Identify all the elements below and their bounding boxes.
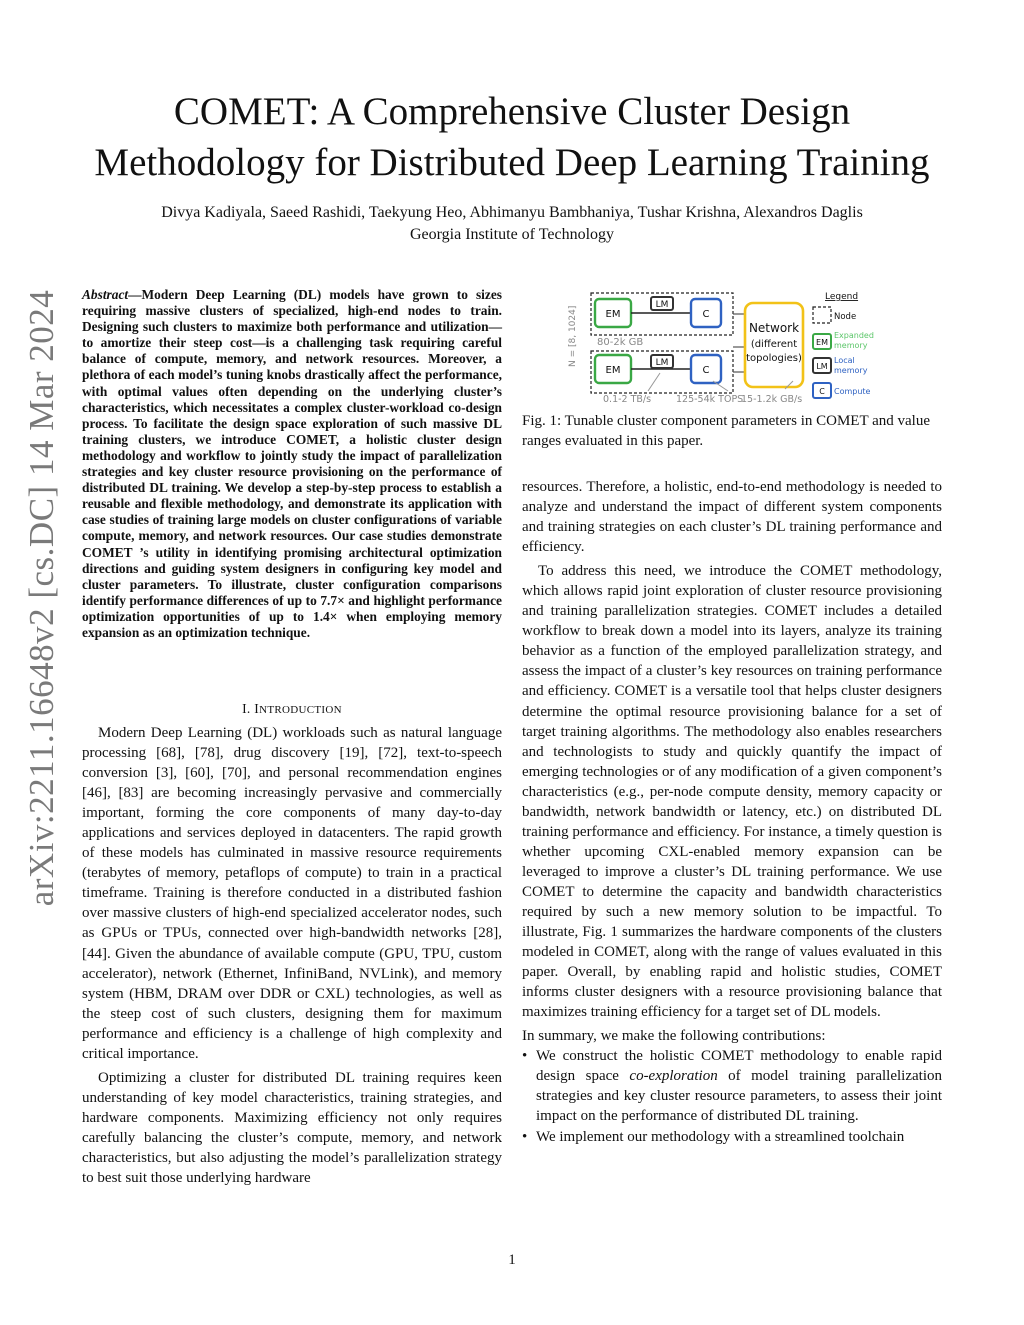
contribution-item: • We implement our methodology with a streamlined toolchain — [536, 1127, 942, 1147]
abstract — [82, 287, 502, 641]
title-line-1: COMET: A Comprehensive Cluster Design — [173, 90, 851, 133]
c-label-bottom: C — [702, 365, 710, 376]
right-paragraph-1: To address this need, we introduce the COMET methodology, which allows rapid joint exploration of cluster resource provisioning and training parallelization strategies. COMET includes a detailed workflow to break down a model into its layers, analyze its training behavior as a function of the employed parallelization strategy, and assess the impact of a cluster’s key resources on training performance and efficiency. COMET is a versatile tool that helps cluster designers determine the optimal resource provisioning balance for a set of target training algorithms. The methodology also enables researchers and technologists to study and quickly quantify the impact of emerging technologies or of any modification of a given component’s characteristics (e.g., per-node compute density, memory capacity or bandwidth, network bandwidth or latency, etc.) on distributed DL training performance and efficiency. For instance, a timely question is whether upcoming CXL-enabled memory expansion can be leveraged to improve a cluster’s DL training performance. We use COMET to determine the capacity and bandwidth characteristics required by such a new memory solution to be impactful. To illustrate, Fig. 1 summarizes the hardware components of the clusters modeled in COMET, along with the range of values evaluated in this paper. Overall, by enabling rapid and holistic studies, COMET informs cluster designers with a resource provisioning balance that maximizes training efficiency for a target set of DL models. — [522, 563, 942, 1021]
legend-c-glyph: C — [819, 387, 825, 396]
network-label-1: Network — [748, 321, 800, 335]
contribution-1-text-a: We construct the holistic COMET methodology to enable rapid design space — [536, 1048, 942, 1085]
right-paragraph-0: resources. Therefore, a holistic, end-to-end methodology is needed to analyze and understand the impact of different system components and training strategies on each cluster’s DL training performance and efficiency. — [522, 479, 942, 556]
abstract-lead: Abstract — [82, 287, 129, 302]
contribution-item — [536, 1046, 942, 1126]
section-number: I. — [242, 701, 255, 716]
section-rest: NTRODUCTION — [259, 704, 342, 716]
em-label-bottom: EM — [605, 365, 621, 376]
network-label-3: topologies) — [746, 353, 802, 364]
title-line-2: Methodology for Distributed Deep Learning Training — [94, 141, 930, 184]
figure-1-caption: Fig. 1: Tunable cluster component parameters in COMET and value ranges evaluated in this paper. — [522, 413, 930, 449]
legend-em-label-1: Expanded — [834, 331, 874, 340]
legend-lm-label-2: memory — [834, 366, 868, 375]
compute-tops-label: 125-54k TOPS — [676, 394, 744, 405]
legend-em-label-2: memory — [834, 341, 868, 350]
contribution-1-emphasis: co-exploration — [629, 1068, 718, 1085]
affiliation: Georgia Institute of Technology — [409, 226, 615, 243]
arxiv-identifier: arXiv:2211.16648v2 [cs.DC] 14 Mar 2024 — [22, 289, 61, 907]
legend-node-swatch — [813, 307, 831, 323]
legend-lm-label-1: Local — [834, 356, 855, 365]
right-paragraph-2: In summary, we make the following contributions: — [522, 1028, 826, 1045]
n-range-label: N = [8, 1024] — [568, 305, 578, 367]
c-label-top: C — [702, 309, 710, 320]
contributions-list — [522, 1046, 942, 1146]
contribution-1-text-b: of model training parallelization strategies and key cluster resource parameters, to assess their joint impact on the performance of distributed DL training. — [536, 1068, 942, 1125]
author-list: Divya Kadiyala, Saeed Rashidi, Taekyung Heo, Abhimanyu Bambhaniya, Tushar Krishna, Alexandros Daglis — [161, 204, 863, 221]
em-label-top: EM — [605, 309, 621, 320]
intro-paragraph-2: Optimizing a cluster for distributed DL training requires keen understanding of key model characteristics, training strategies, and hardware components. Maximizing efficiency not only requires carefully balancing the cluster’s compute, memory, and network characteristics, but also adjusting the model’s parallelization strategy to best suit those underlying hardware — [82, 1069, 502, 1187]
legend-title: Legend — [825, 292, 859, 302]
section-heading-introduction — [82, 701, 502, 717]
figure-1-diagram — [563, 285, 874, 405]
network-bandwidth-label: 15-1.2k GB/s — [741, 394, 803, 405]
lm-label-bottom: LM — [655, 358, 669, 368]
legend-c-label: Compute — [834, 387, 871, 396]
legend-lm-glyph: LM — [816, 362, 828, 371]
section-cap: I — [254, 701, 260, 716]
page-number: 1 — [508, 1252, 516, 1268]
abstract-body: —Modern Deep Learning (DL) models have grown to sizes requiring massive clusters of specialized, high-end nodes to train. Designing such clusters to maximize both performance and utilization—to amortize their steep cost—is a challenging task requiring careful balance of compute, memory, and network resources. Moreover, a plethora of each model’s tuning knobs drastically affect the performance, with optimal values often depending on the underlying cluster’s characteristics, which necessitates a complex cluster-workload co-design process. To facilitate the design space exploration of such massive DL training clusters, we introduce COMET, a holistic cluster design methodology and workflow to jointly study the impact of parallelization strategies and key cluster resource provisioning on the performance of distributed DL training. We develop a step-by-step process to establish a reusable and flexible methodology, and demonstrate its application with case studies of training large models on cluster configurations of variable compute, memory, and network resources. Our case studies demonstrate COMET ’s utility in identifying promising architectural optimization directions and guiding system designers in configuring key model and cluster parameters. To illustrate, cluster configuration comparisons identify performance differences of up to 7.7× and highlight performance optimization opportunities of up to 1.4× when employing memory expansion as an optimization technique. — [82, 287, 502, 640]
network-label-2: (different — [750, 339, 798, 350]
lm-label-top: LM — [655, 300, 669, 310]
legend-node-label: Node — [834, 312, 857, 322]
paper-title — [60, 86, 964, 188]
introduction-body — [82, 723, 502, 1188]
intro-paragraph-1: Modern Deep Learning (DL) workloads such as natural language processing [68], [78], drug discovery [19], [72], text-to-speech conversion [3], [60], [70], and personal recommendation engines [46], [83] are becoming increasingly pervasive and commercially important, forming the core components of many day-to-day applications and services deployed in datacenters. The rapid growth of these models has culminated in massive resource requirements (terabytes of memory, petaflops of compute) to train in a practical timeframe. Training is therefore conducted in a distributed fashion over massive clusters of high-end specialized accelerator nodes, such as GPUs or TPUs, connected over high-bandwidth networks [28], [44]. Given the abundance of available compute (GPU, TPU, custom accelerator), network (Ethernet, InfiniBand, NVLink), and memory system (HBM, DRAM over DDR or CXL) technologies, as well as the steep cost of such clusters, designing them for maximum performance and efficiency is a challenge of high complexity and critical importance. — [82, 725, 502, 1062]
lm-bandwidth-label: 0.1-2 TB/s — [603, 394, 652, 405]
em-range-label: 80-2k GB — [597, 337, 644, 348]
legend-em-glyph: EM — [816, 338, 828, 347]
right-column-body — [522, 477, 942, 1147]
